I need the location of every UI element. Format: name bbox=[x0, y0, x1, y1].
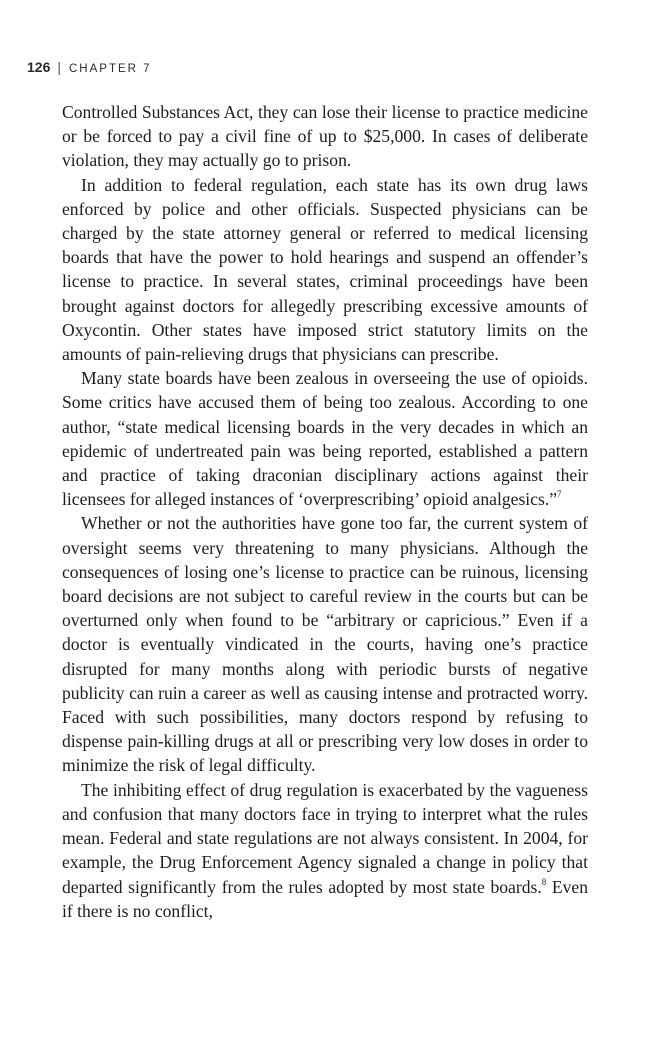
paragraph-1-text: Controlled Substances Act, they can lose their license to practice medicine or be forced to pay a civil fine of up to $25,000. In cases of deliberate violation, they may actually go to prison. bbox=[62, 102, 588, 171]
paragraph-2-text: In addition to federal regulation, each state has its own drug laws enforced by police and other officials. Suspected physicians can be charged by the state attorney general or referred to medical licensing boards that have the power to hold hearings and suspend an offender’s license to practice. In several states, criminal proceedings have been brought against doctors for allegedly prescribing excessive amounts of Oxycontin. Other states have imposed strict statutory limits on the amounts of pain-relieving drugs that physicians can prescribe. bbox=[62, 174, 588, 365]
footnote-marker-7: 7 bbox=[557, 489, 562, 500]
paragraph-3 bbox=[62, 366, 588, 511]
body-text bbox=[62, 100, 588, 923]
running-head bbox=[27, 59, 152, 77]
page-number: 126 bbox=[27, 59, 51, 75]
header-separator: | bbox=[57, 59, 61, 75]
chapter-label: CHAPTER 7 bbox=[69, 63, 152, 75]
paragraph-5-continuation: Even if there is no conflict, bbox=[62, 876, 588, 921]
paragraph-5 bbox=[62, 778, 588, 923]
footnote-marker-8: 8 bbox=[541, 876, 547, 887]
paragraph-4-text: Whether or not the authorities have gone too far, the current system of oversight seems very threatening to many physicians. Although the consequences of losing one’s license to practice can be ruinous, licensing board decisions are not subject to careful review in the courts but can be overturned only when found to be “arbitrary or capricious.” Even if a doctor is eventually vindicated in the courts, having one’s practice disrupted for many months along with periodic bursts of negative publicity can ruin a career as well as causing intense and protracted worry. Faced with such possibilities, many doctors respond by refusing to dispense pain-killing drugs at all or prescribing very low doses in order to minimize the risk of legal difficulty. bbox=[62, 513, 588, 776]
paragraph-1 bbox=[62, 100, 588, 173]
paragraph-5-text: The inhibiting effect of drug regulation is exacerbated by the vagueness and confusion that many doctors face in trying to interpret what the rules mean. Federal and state regulations are not always consistent. In 2004, for example, the Drug Enforcement Agency signaled a change in policy that departed significantly from the rules adopted by most state boards. bbox=[62, 779, 588, 897]
paragraph-2 bbox=[62, 173, 588, 367]
paragraph-3-text: Many state boards have been zealous in overseeing the use of opioids. Some critics have accused them of being too zealous. According to one author, “state medical licensing boards in the very decades in which an epidemic of undertreated pain was being reported, established a pattern and practice of taking draconian disciplinary actions against their licensees for alleged instances of ‘overprescribing’ opioid analgesics.” bbox=[62, 368, 588, 510]
paragraph-4 bbox=[62, 511, 588, 777]
